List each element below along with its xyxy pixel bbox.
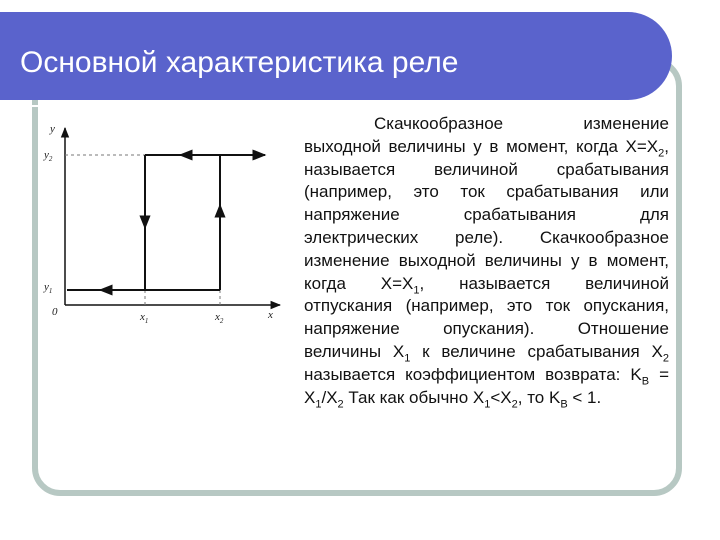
explanation-text: [304, 113, 669, 409]
y2-label: $y_2$: [44, 149, 53, 163]
y1-label: $y_1$: [44, 281, 53, 295]
origin-label: 0: [52, 306, 58, 318]
relay-characteristic-graph: [40, 110, 300, 340]
x-axis-label: x: [268, 309, 273, 321]
title-underline: [24, 105, 664, 107]
explanation-paragraph: Скачкообразное изменение выходной величины y в момент, когда $X=X_2$, называется величиной срабатывания (например, это ток срабатывания или напряжение срабатывания для электрических реле). Скачкообразное изменение выходной величины y в момент, когда $X=X_1$, называется величиной отпускания (например, это ток опускания, напряжение опускания). Отношение величины $X_1$ к величине срабатывания $X_2$ называется коэффициентом возврата: $K_B = X_1/X_2$ Так как обычно $X_1<X_2$, то $K_B < 1$.: [304, 114, 669, 410]
x2-label: $x_2$: [215, 311, 224, 325]
x1-label: $x_1$: [140, 311, 149, 325]
slide-title: Основной характеристика реле: [20, 46, 459, 79]
title-bar: [0, 12, 672, 100]
y-axis-label: y: [50, 123, 55, 135]
